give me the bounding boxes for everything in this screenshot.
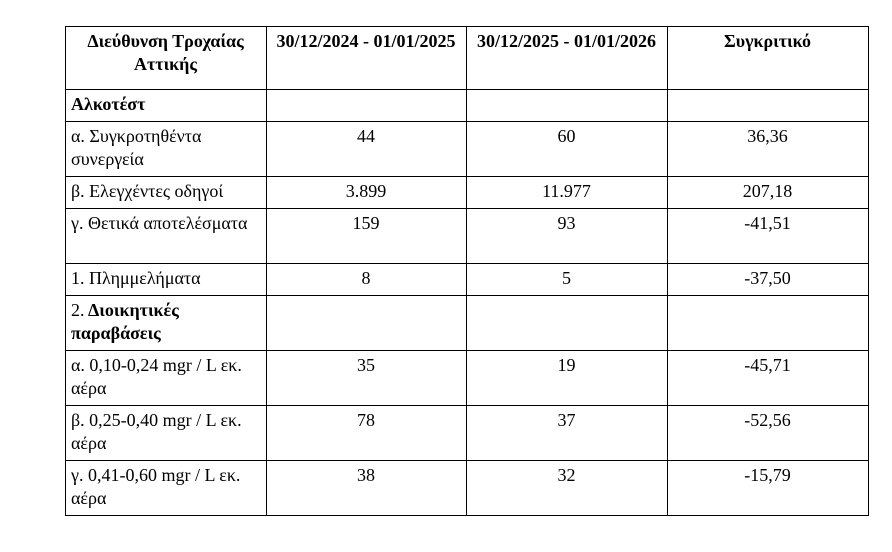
table-row (66, 264, 869, 296)
section-title-administrative (66, 296, 267, 351)
empty-cell (467, 90, 668, 122)
row-label: α. Συγκροτηθέντα συνεργεία (66, 122, 267, 177)
value-2025: 37 (467, 406, 668, 461)
value-2025: 19 (467, 351, 668, 406)
value-comparison: 36,36 (668, 122, 869, 177)
empty-cell (267, 90, 467, 122)
table-row (66, 351, 869, 406)
value-2024: 78 (267, 406, 467, 461)
row-label: γ. 0,41-0,60 mgr / L εκ. αέρα (66, 461, 267, 516)
value-2024: 8 (267, 264, 467, 296)
header-directorate: Διεύθυνση Τροχαίας Αττικής (66, 27, 267, 90)
table-row (66, 209, 869, 264)
statistics-table (65, 26, 869, 516)
value-2024: 44 (267, 122, 467, 177)
value-2025: 60 (467, 122, 668, 177)
value-comparison: -45,71 (668, 351, 869, 406)
header-period-2025: 30/12/2025 - 01/01/2026 (467, 27, 668, 90)
row-label: α. 0,10-0,24 mgr / L εκ. αέρα (66, 351, 267, 406)
header-comparison: Συγκριτικό (668, 27, 869, 90)
value-2024: 3.899 (267, 177, 467, 209)
value-2025: 32 (467, 461, 668, 516)
header-period-2024: 30/12/2024 - 01/01/2025 (267, 27, 467, 90)
value-2025: 5 (467, 264, 668, 296)
empty-cell (668, 90, 869, 122)
table-row (66, 177, 869, 209)
value-2024: 35 (267, 351, 467, 406)
table-row (66, 122, 869, 177)
empty-cell (668, 296, 869, 351)
section-title-alcotest: Αλκοτέστ (66, 90, 267, 122)
table-row (66, 461, 869, 516)
section-row-alcotest (66, 90, 869, 122)
section-row-administrative (66, 296, 869, 351)
section-label: Διοικητικές παραβάσεις (71, 300, 179, 343)
value-comparison: 207,18 (668, 177, 869, 209)
value-2025: 11.977 (467, 177, 668, 209)
table-header-row (66, 27, 869, 90)
section-number: 2. (71, 300, 85, 320)
value-2024: 159 (267, 209, 467, 264)
value-comparison: -15,79 (668, 461, 869, 516)
value-2025: 93 (467, 209, 668, 264)
row-label: 1. Πλημμελήματα (66, 264, 267, 296)
table-row (66, 406, 869, 461)
row-label: β. 0,25-0,40 mgr / L εκ. αέρα (66, 406, 267, 461)
value-comparison: -41,51 (668, 209, 869, 264)
row-label: β. Ελεγχέντες οδηγοί (66, 177, 267, 209)
row-label: γ. Θετικά αποτελέσματα (66, 209, 267, 264)
value-2024: 38 (267, 461, 467, 516)
value-comparison: -37,50 (668, 264, 869, 296)
empty-cell (467, 296, 668, 351)
empty-cell (267, 296, 467, 351)
value-comparison: -52,56 (668, 406, 869, 461)
